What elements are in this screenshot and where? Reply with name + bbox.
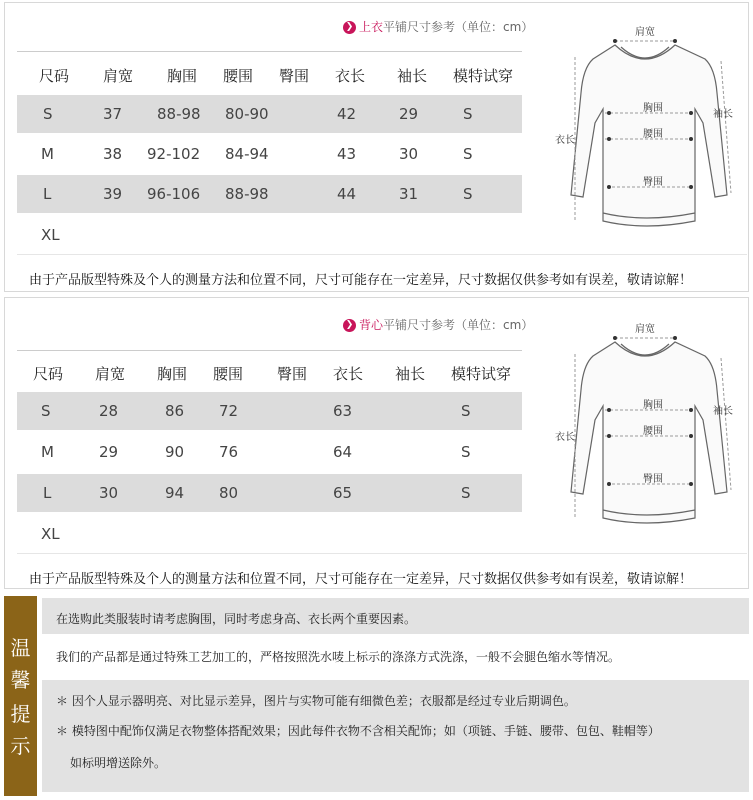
garment-diagram <box>545 13 745 233</box>
cell: 94 <box>165 484 185 502</box>
cell: L <box>43 484 52 502</box>
cell: 44 <box>337 185 357 203</box>
header-cell: 臀围 <box>277 365 308 383</box>
cell: S <box>461 443 471 461</box>
table-row <box>17 175 522 213</box>
size-panel-top <box>4 2 749 292</box>
cell: S <box>461 402 471 420</box>
cell: 38 <box>103 145 123 163</box>
cell: L <box>43 185 52 203</box>
cell: 37 <box>103 105 123 123</box>
figure-label: 肩宽 <box>635 324 655 335</box>
figure-label: 臀围 <box>643 474 663 485</box>
cell: 88-98 <box>225 185 269 203</box>
size-panel-bottom <box>4 297 749 589</box>
cell: 90 <box>165 443 185 461</box>
header-cell: 袖长 <box>395 365 426 383</box>
figure-label: 肩宽 <box>635 27 655 38</box>
cell: S <box>463 145 473 163</box>
cell: 28 <box>99 402 119 420</box>
figure-label: 胸围 <box>643 103 663 114</box>
header-cell: 衣长 <box>335 67 366 85</box>
cell: S <box>461 484 471 502</box>
cell: 72 <box>219 402 239 420</box>
cell: 84-94 <box>225 145 269 163</box>
cell: XL <box>41 525 60 543</box>
tip-line: 如标明增送除外。 <box>70 756 167 770</box>
panel-title: ❯ 上衣平铺尺寸参考（单位：cm） <box>343 18 533 35</box>
tip-line: ＊ 因个人显示器明亮、对比显示差异，图片与实物可能有细微色差；衣服都是经过专业后期调色。 <box>56 694 576 708</box>
header-cell: 尺码 <box>33 365 64 383</box>
figure-label: 衣长 <box>555 432 575 443</box>
garment-figure <box>545 310 745 530</box>
cell: 31 <box>399 185 419 203</box>
size-note: 由于产品版型特殊及个人的测量方法和位置不同，尺寸可能存在一定差异，尺寸数据仅供参考如有误差，敬请谅解！ <box>29 572 693 587</box>
cell: XL <box>41 226 60 244</box>
cell: 43 <box>337 145 357 163</box>
tip-line: ＊ 模特图中配饰仅满足衣物整体搭配效果；因此每件衣物不含相关配饰；如（项链、手链、腰带、包包、鞋帽等） <box>56 724 660 738</box>
tips-section <box>4 596 749 796</box>
garment-diagram <box>545 310 745 530</box>
tips-label-char: 馨 <box>10 668 31 692</box>
panel-title: ❯ 背心平铺尺寸参考（单位：cm） <box>343 316 533 333</box>
table-row <box>17 216 522 254</box>
table-row <box>17 515 522 553</box>
cell: 64 <box>333 443 353 461</box>
cell: 30 <box>99 484 119 502</box>
figure-label: 臀围 <box>643 177 663 188</box>
arrow-right-icon: ❯ <box>343 319 356 332</box>
cell: 29 <box>399 105 419 123</box>
cell: 96-106 <box>147 185 201 203</box>
divider <box>17 553 747 554</box>
header-cell: 肩宽 <box>103 67 134 85</box>
cell: 42 <box>337 105 357 123</box>
table-header <box>17 355 522 393</box>
header-cell: 胸围 <box>167 67 198 85</box>
table-row <box>17 135 522 173</box>
cell: 39 <box>103 185 123 203</box>
cell: 88-98 <box>157 105 201 123</box>
cell: M <box>41 145 54 163</box>
tip-block <box>42 680 749 792</box>
tip-line: 我们的产品都是通过特殊工艺加工的，严格按照洗水唛上标示的涤涤方式洗涤，一般不会腿色缩水等情况。 <box>56 650 621 664</box>
tips-label-bar <box>4 596 37 796</box>
header-cell: 袖长 <box>397 67 428 85</box>
divider <box>17 51 522 52</box>
header-cell: 臀围 <box>279 67 310 85</box>
table-row <box>17 474 522 512</box>
table-row <box>17 95 522 133</box>
figure-label: 腰围 <box>643 426 663 437</box>
table-row <box>17 433 522 471</box>
cell: S <box>41 402 51 420</box>
cell: 86 <box>165 402 185 420</box>
table-row <box>17 392 522 430</box>
divider <box>17 350 522 351</box>
figure-label: 腰围 <box>643 129 663 140</box>
cell: 63 <box>333 402 353 420</box>
header-cell: 衣长 <box>333 365 364 383</box>
cell: 65 <box>333 484 353 502</box>
tip-line: 在选购此类服装时请考虑胸围，同时考虑身高、衣长两个重要因素。 <box>42 598 749 634</box>
figure-label: 胸围 <box>643 400 663 411</box>
cell: 30 <box>399 145 419 163</box>
cell: 92-102 <box>147 145 201 163</box>
header-cell: 腰围 <box>223 67 254 85</box>
tips-label-char: 温 <box>10 636 31 660</box>
header-cell: 胸围 <box>157 365 188 383</box>
header-cell: 模特试穿 <box>451 365 512 383</box>
cell: M <box>41 443 54 461</box>
cell: S <box>43 105 53 123</box>
header-cell: 模特试穿 <box>453 67 514 85</box>
tips-label-char: 提 <box>10 702 31 726</box>
table-header <box>17 57 522 95</box>
cell: 80-90 <box>225 105 269 123</box>
arrow-right-icon: ❯ <box>343 21 356 34</box>
cell: 76 <box>219 443 239 461</box>
garment-figure <box>545 13 745 233</box>
figure-label: 衣长 <box>555 135 575 146</box>
header-cell: 肩宽 <box>95 365 126 383</box>
cell: S <box>463 105 473 123</box>
figure-label: 袖长 <box>713 109 733 120</box>
cell: 80 <box>219 484 239 502</box>
header-cell: 腰围 <box>213 365 244 383</box>
size-note: 由于产品版型特殊及个人的测量方法和位置不同，尺寸可能存在一定差异，尺寸数据仅供参考如有误差，敬请谅解！ <box>29 273 693 288</box>
cell: 29 <box>99 443 119 461</box>
tips-label-char: 示 <box>10 734 31 758</box>
header-cell: 尺码 <box>39 67 70 85</box>
figure-label: 袖长 <box>713 406 733 417</box>
cell: S <box>463 185 473 203</box>
divider <box>17 254 747 255</box>
